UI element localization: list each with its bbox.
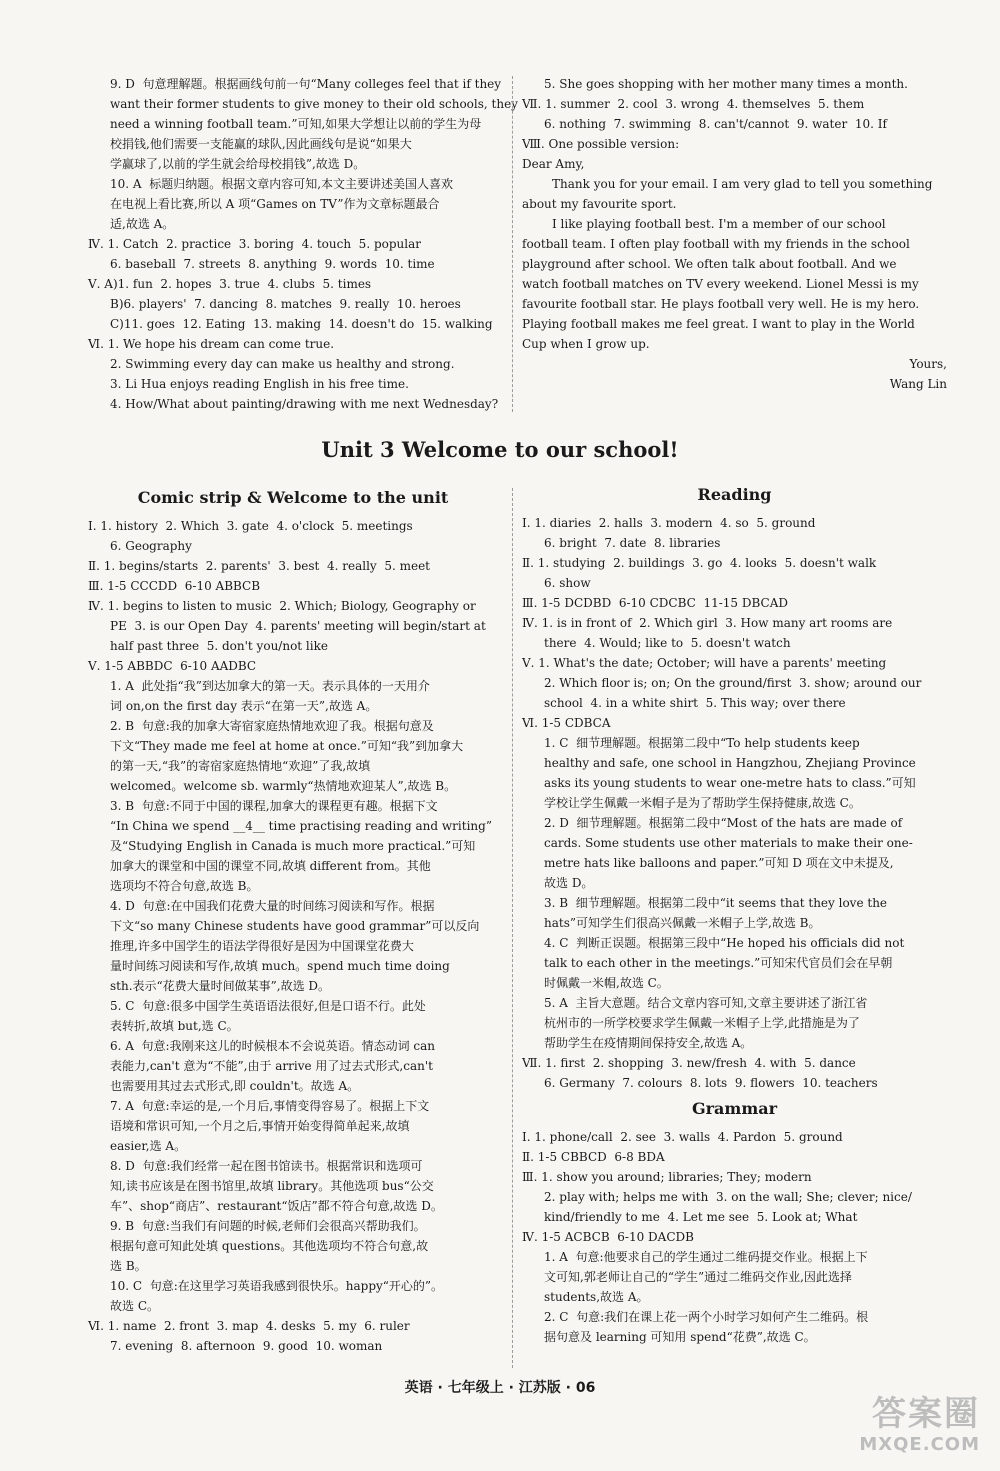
top-column-divider: [512, 76, 513, 412]
answer-line: 6. Geography: [110, 539, 192, 553]
answer-line: school 4. in a white shirt 5. This way; over there: [544, 696, 846, 710]
answer-line: 故选 D。: [544, 876, 594, 890]
answer-line: Ⅲ. 1-5 CCCDD 6-10 ABBCB: [88, 579, 261, 593]
page-footer: 英语 · 七年级上 · 江苏版 · 06: [404, 1380, 596, 1396]
answer-line: Ⅳ. 1. is in front of 2. Which girl 3. How many art rooms are: [522, 616, 893, 630]
answer-line: 也需要用其过去式形式,即 couldn't。故选 A。: [110, 1079, 360, 1093]
top-right-column: [522, 74, 947, 394]
answer-line: 量时间练习阅读和写作,故填 much。spend much time doing: [110, 959, 450, 973]
answer-line: favourite football star. He plays football very well. He is my hero.: [522, 297, 920, 311]
answer-line: Ⅶ. 1. first 2. shopping 3. new/fresh 4. with 5. dance: [522, 1056, 856, 1070]
answer-line: 1. C 细节理解题。根据第二段中“To help students keep: [544, 736, 860, 750]
answer-line: 5. She goes shopping with her mother many times a month.: [544, 77, 908, 91]
answer-line: 9. D 句意理解题。根据画线句前一句“Many colleges feel that if they: [110, 77, 502, 91]
answer-line: sth.表示“花费大量时间做某事”,故选 D。: [110, 979, 331, 993]
answer-line: talk to each other in the meetings.”可知宋代官员们会在早朝: [544, 956, 893, 970]
answer-line: 10. C 句意:在这里学习英语我感到很快乐。happy“开心的”。: [110, 1279, 444, 1293]
answer-line: 5. C 句意:很多中国学生英语语法很好,但是口语不行。此处: [110, 999, 426, 1013]
answer-line: 文可知,郭老师让自己的“学生”通过二维码交作业,因此选择: [544, 1270, 852, 1284]
answer-line: 10. A 标题归纳题。根据文章内容可知,本文主要讲述美国人喜欢: [110, 177, 454, 191]
answer-line: 6. Germany 7. colours 8. lots 9. flowers 10. teachers: [544, 1076, 878, 1090]
answer-line: 2. D 细节理解题。根据第二段中“Most of the hats are made of: [544, 816, 903, 830]
answer-line: 选 B。: [110, 1259, 147, 1273]
answer-line: Ⅲ. 1-5 DCDBD 6-10 CDCBC 11-15 DBCAD: [522, 596, 788, 610]
answer-line: Ⅱ. 1. studying 2. buildings 3. go 4. looks 5. doesn't walk: [522, 556, 877, 570]
answer-line: 校捐钱,他们需要一支能赢的球队,因此画线句是说“如果大: [110, 137, 412, 151]
answer-line: kind/friendly to me 4. Let me see 5. Look at; What: [544, 1210, 858, 1224]
answer-line: “In China we spend __4__ time practising reading and writing”: [110, 819, 492, 833]
grammar-section-title: Grammar: [691, 1099, 778, 1118]
answer-line: Ⅵ. 1-5 CDBCA: [522, 716, 611, 730]
answer-line: Ⅵ. 1. name 2. front 3. map 4. desks 5. my 6. ruler: [88, 1319, 410, 1333]
answer-line: there 4. Would; like to 5. doesn't watch: [544, 636, 791, 650]
answer-line: football team. I often play football with my friends in the school: [522, 237, 910, 251]
answer-line: C)11. goes 12. Eating 13. making 14. doesn't do 15. walking: [110, 317, 493, 331]
answer-line: Thank you for your email. I am very glad to tell you something: [552, 177, 933, 191]
answer-line: metre hats like balloons and paper.”可知 D 项在文中未提及,: [544, 856, 894, 870]
answer-line: 据句意及 learning 可知用 spend“花费”,故选 C。: [544, 1330, 816, 1344]
answer-line: Dear Amy,: [522, 157, 585, 171]
answer-line: 杭州市的一所学校要求学生佩戴一米帽子上学,此措施是为了: [544, 1016, 860, 1030]
answer-line: 6. show: [544, 576, 591, 590]
answer-line: Ⅴ. 1-5 ABBDC 6-10 AADBC: [88, 659, 257, 673]
watermark-logo-text: 答案圈: [872, 1394, 980, 1434]
answer-line: B)6. players' 7. dancing 8. matches 9. really 10. heroes: [110, 297, 461, 311]
answer-line: 表转折,故填 but,选 C。: [110, 1019, 239, 1033]
answer-line: Wang Lin: [889, 377, 947, 391]
unit-title: Unit 3 Welcome to our school!: [321, 437, 679, 462]
answer-line: 9. B 句意:当我们有问题的时候,老师们会很高兴帮助我们。: [110, 1219, 426, 1233]
answer-line: 根据句意可知此处填 questions。其他选项均不符合句意,故: [110, 1239, 429, 1253]
answer-line: 故选 C。: [110, 1299, 159, 1313]
answer-line: Ⅷ. One possible version:: [522, 137, 680, 151]
answer-line: 学校让学生佩戴一米帽子是为了帮助学生保持健康,故选 C。: [544, 796, 861, 810]
answer-line: 1. A 此处指“我”到达加拿大的第一天。表示具体的一天用介: [110, 679, 430, 693]
answer-line: I like playing football best. I'm a member of our school: [552, 217, 886, 231]
answer-line: Yours,: [909, 357, 947, 371]
answer-line: 及“Studying English in Canada is much more practical.”可知: [110, 839, 476, 853]
answer-line: 6. baseball 7. streets 8. anything 9. words 10. time: [110, 257, 435, 271]
answer-line: 下文“They made me feel at home at once.”可知“我”到加拿大: [110, 739, 464, 753]
answer-line: 6. A 句意:我刚来这儿的时候根本不会说英语。情态动词 can: [110, 1039, 436, 1053]
answer-line: 帮助学生在疫情期间保持安全,故选 A。: [544, 1036, 753, 1050]
answer-line: 在电视上看比赛,所以 A 项“Games on TV”作为文章标题最合: [110, 197, 440, 211]
answer-line: healthy and safe, one school in Hangzhou, Zhejiang Province: [544, 756, 916, 770]
answer-line: want their former students to give money to their old schools, they: [110, 97, 518, 111]
answer-line: 4. D 句意:在中国我们花费大量的时间练习阅读和写作。根据: [110, 899, 435, 913]
answer-line: Ⅳ. 1. Catch 2. practice 3. boring 4. touch 5. popular: [88, 237, 421, 251]
answer-line: need a winning football team.”可知,如果大学想让以前的学生为母: [110, 117, 482, 131]
answer-line: 6. bright 7. date 8. libraries: [544, 536, 721, 550]
answer-line: 2. Swimming every day can make us healthy and strong.: [110, 357, 455, 371]
answer-line: 2. C 句意:我们在课上花一两个小时学习如何产生二维码。根: [544, 1310, 869, 1324]
comic-strip-column: [88, 486, 498, 1356]
answer-line: 加拿大的课堂和中国的课堂不同,故填 different from。其他: [110, 859, 431, 873]
answer-line: 选项均不符合句意,故选 B。: [110, 879, 259, 893]
answer-line: 7. A 句意:幸运的是,一个月后,事情变得容易了。根据上下文: [110, 1099, 430, 1113]
site-watermark: [859, 1394, 980, 1456]
answer-line: 表能力,can't 意为“不能”,由于 arrive 用了过去式形式,can't: [110, 1059, 433, 1073]
answer-line: 7. evening 8. afternoon 9. good 10. woman: [110, 1339, 383, 1353]
reading-section-title: Reading: [697, 485, 772, 504]
answer-line: 4. How/What about painting/drawing with me next Wednesday?: [110, 397, 499, 411]
answer-line: 的第一天,“我”的寄宿家庭热情地“欢迎”了我,故填: [110, 759, 371, 773]
answer-line: 8. D 句意:我们经常一起在图书馆读书。根据常识和选项可: [110, 1159, 423, 1173]
answer-line: Ⅳ. 1. begins to listen to music 2. Which; Biology, Geography or: [88, 599, 476, 613]
answer-line: Ⅳ. 1-5 ACBCB 6-10 DACDB: [522, 1230, 694, 1244]
answer-line: 2. Which floor is; on; On the ground/first 3. show; around our: [544, 676, 922, 690]
answer-line: PE 3. is our Open Day 4. parents' meeting will begin/start at: [110, 619, 486, 633]
answer-line: Ⅵ. 1. We hope his dream can come true.: [88, 337, 335, 351]
answer-line: 语境和常识可知,一个月之后,事情开始变得简单起来,故填: [110, 1119, 410, 1133]
answer-line: cards. Some students use other materials to make their one-: [544, 836, 913, 850]
answer-line: 5. A 主旨大意题。结合文章内容可知,文章主要讲述了浙江省: [544, 996, 868, 1010]
comic-strip-section-title: Comic strip & Welcome to the unit: [137, 488, 449, 507]
answer-line: 1. A 句意:他要求自己的学生通过二维码提交作业。根据上下: [544, 1250, 868, 1264]
answer-line: easier,选 A。: [110, 1139, 187, 1153]
answer-line: watch football matches on TV every weekend. Lionel Messi is my: [522, 277, 919, 291]
answer-line: 学赢球了,以前的学生就会给母校捐钱”,故选 D。: [110, 157, 366, 171]
answer-line: 推理,许多中国学生的语法学得很好是因为中国课堂花费大: [110, 939, 414, 953]
answer-line: Ⅴ. 1. What's the date; October; will have a parents' meeting: [522, 656, 887, 670]
answer-line: 3. B 句意:不同于中国的课程,加拿大的课程更有趣。根据下文: [110, 799, 438, 813]
answer-line: 适,故选 A。: [110, 217, 175, 231]
answer-line: Ⅰ. 1. diaries 2. halls 3. modern 4. so 5. ground: [522, 516, 816, 530]
lower-column-divider: [512, 488, 513, 1368]
answer-line: Ⅰ. 1. phone/call 2. see 3. walls 4. Pardon 5. ground: [522, 1130, 843, 1144]
answer-line: Ⅶ. 1. summer 2. cool 3. wrong 4. themselves 5. them: [522, 97, 865, 111]
answer-line: asks its young students to wear one-metre hats to class.”可知: [544, 776, 916, 790]
answer-line: Playing football makes me feel great. I want to play in the World: [522, 317, 915, 331]
answer-line: Ⅱ. 1-5 CBBCD 6-8 BDA: [522, 1150, 665, 1164]
answer-line: 车”、shop“商店”、restaurant“饭店”都不符合句意,故选 D。: [110, 1199, 443, 1213]
watermark-url: MXQE.COM: [859, 1434, 980, 1455]
answer-line: 词 on,on the first day 表示“在第一天”,故选 A。: [110, 699, 378, 713]
answer-line: hats”可知学生们很高兴佩戴一米帽子上学,故选 B。: [544, 916, 821, 930]
answer-line: 2. B 句意:我的加拿大寄宿家庭热情地欢迎了我。根据句意及: [110, 719, 434, 733]
answer-line: 3. Li Hua enjoys reading English in his free time.: [110, 377, 409, 391]
reading-grammar-column: [522, 483, 947, 1347]
answer-line: 4. C 判断正误题。根据第三段中“He hoped his officials did not: [544, 936, 905, 950]
answer-line: Ⅰ. 1. history 2. Which 3. gate 4. o'clock 5. meetings: [88, 519, 413, 533]
answer-line: 6. nothing 7. swimming 8. can't/cannot 9. water 10. If: [544, 117, 887, 131]
answer-line: 2. play with; helps me with 3. on the wall; She; clever; nice/: [544, 1190, 912, 1204]
answer-line: 知,读书应该是在图书馆里,故填 library。其他选项 bus“公交: [110, 1179, 434, 1193]
answer-line: 时佩戴一米帽,故选 C。: [544, 976, 669, 990]
answer-line: welcomed。welcome sb. warmly“热情地欢迎某人”,故选 B。: [110, 779, 457, 793]
answer-line: half past three 5. don't you/not like: [110, 639, 328, 653]
answer-line: students,故选 A。: [544, 1290, 649, 1304]
answer-line: about my favourite sport.: [522, 197, 677, 211]
answer-line: Ⅱ. 1. begins/starts 2. parents' 3. best 4. really 5. meet: [88, 559, 430, 573]
answer-line: Cup when I grow up.: [522, 337, 650, 351]
answer-line: playground after school. We often talk about football. And we: [522, 257, 897, 271]
answer-line: 下文“so many Chinese students have good grammar”可以反向: [110, 919, 480, 933]
answer-line: Ⅴ. A)1. fun 2. hopes 3. true 4. clubs 5. times: [88, 277, 372, 291]
top-left-column: [88, 74, 518, 414]
answer-line: 3. B 细节理解题。根据第二段中“it seems that they love the: [544, 896, 888, 910]
answer-line: Ⅲ. 1. show you around; libraries; They; modern: [522, 1170, 812, 1184]
